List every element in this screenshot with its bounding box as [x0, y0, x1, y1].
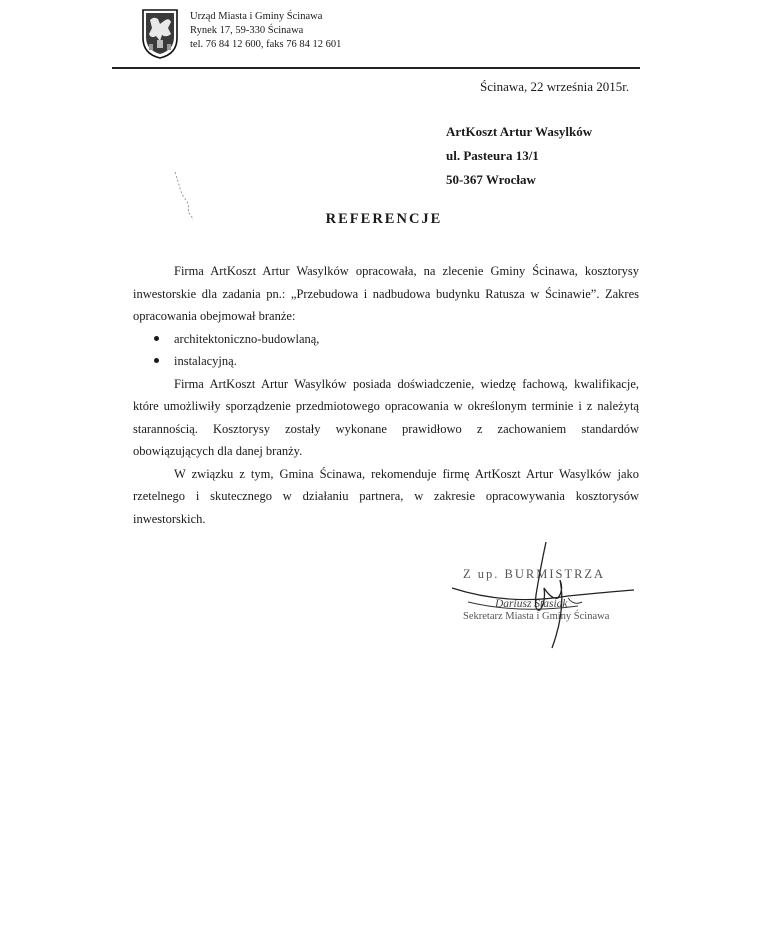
letterhead-divider: [112, 67, 640, 69]
letter-body: [133, 260, 639, 530]
list-item-text: instalacyjną.: [174, 354, 237, 368]
institution-address: Rynek 17, 59-330 Ścinawa: [190, 25, 304, 36]
paragraph-recommendation: W związku z tym, Gmina Ścinawa, rekomenduje firmę ArtKoszt Artur Wasylków jako rzetelnego i skutecznego w działaniu partnera, w zakresie opracowywania kosztorysów inwestorskich.: [133, 466, 639, 526]
list-item: [133, 350, 639, 373]
trade-list: [133, 328, 639, 373]
recipient-name: ArtKoszt Artur Wasylków: [446, 124, 593, 139]
letterhead: [190, 10, 341, 52]
stamp-office: Z up. BURMISTRZA: [463, 567, 606, 581]
stamp-name: Dariusz Stasiak: [495, 598, 568, 610]
bullet-icon: [154, 358, 159, 363]
institution-contact: tel. 76 84 12 600, faks 76 84 12 601: [190, 39, 342, 50]
stamp-role: Sekretarz Miasta i Gminy Ścinawa: [463, 611, 610, 622]
paragraph-qualifications: Firma ArtKoszt Artur Wasylków posiada doświadczenie, wiedzę fachową, kwalifikacje, które umożliwiły sporządzenie przedmiotowego opracowania w określonym terminie i z należytą starannością. Kosztorysy zostały wykonane prawidłowo z zachowaniem standardów obowiązujących dla danej branży.: [133, 376, 639, 458]
institution-name: Urząd Miasta i Gminy Ścinawa: [190, 11, 323, 22]
document-title: REFERENCJE: [325, 211, 443, 227]
recipient-street: ul. Pasteura 13/1: [446, 148, 539, 163]
paragraph-scope: Firma ArtKoszt Artur Wasylków opracowała, na zlecenie Gminy Ścinawa, kosztorysy inwestorskie dla zadania pn.: „Przebudowa i nadbudowa budynku Ratusza w Ścinawie”. Zakres opracowania obejmował branże:: [133, 264, 639, 323]
list-item: [133, 328, 639, 351]
coat-of-arms-icon: [141, 8, 179, 60]
recipient-city: 50-367 Wrocław: [446, 172, 536, 187]
handwritten-signature: [448, 540, 638, 650]
list-item-text: architektoniczno-budowlaną,: [174, 331, 320, 346]
place-date: Ścinawa, 22 września 2015r.: [480, 79, 630, 94]
bullet-icon: [154, 336, 159, 341]
recipient-address: [446, 120, 592, 192]
